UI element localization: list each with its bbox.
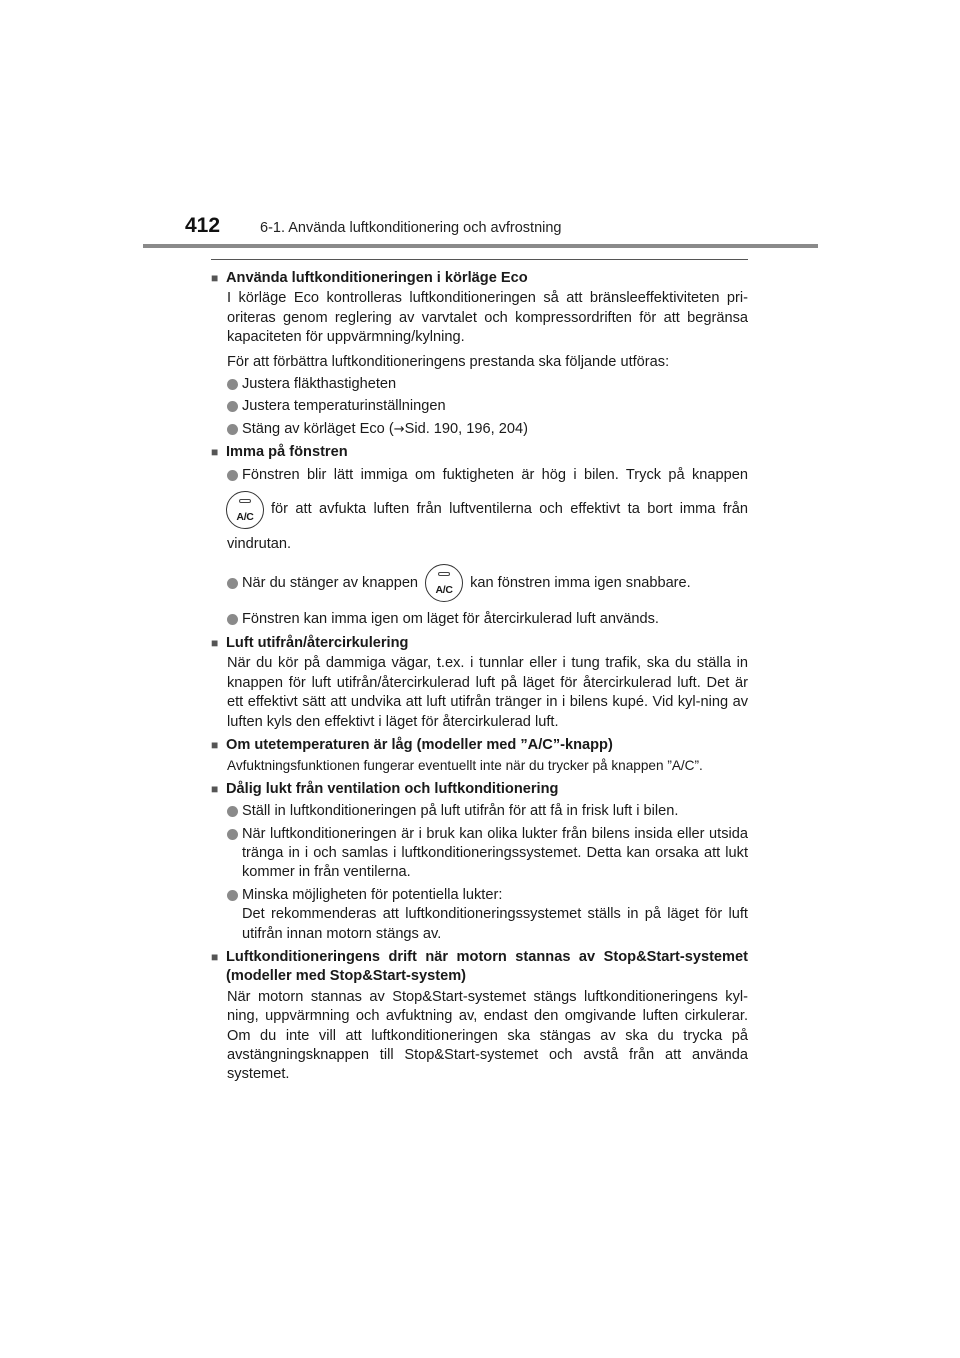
list-item: Stäng av körläget Eco (→Sid. 190, 196, 204): [211, 420, 748, 439]
section-heading-recirc: ■ Luft utifrån/återcirkulering: [211, 634, 748, 653]
section-heading-fog: ■ Imma på fönstren: [211, 443, 748, 462]
recirc-paragraph: När du kör på dammiga vägar, t.ex. i tunnlar eller i tung trafik, ska du ställa in knappen för luft utifrån/återcirkulerad luft på läget för återcirkulerad luft. Det är ett effektivt sätt att undvika att luft utifrån tränger in i bilens kupé. Vid kyl-ning av luften kyls den effektivt i läget för återcirkulerad luft.: [227, 655, 748, 730]
indicator-light-icon: [239, 499, 251, 503]
list-item: Justera temperaturinställningen: [211, 397, 748, 416]
header-divider: [143, 244, 818, 248]
round-bullet-icon: [227, 401, 238, 412]
square-bullet-icon: ■: [211, 635, 219, 650]
round-bullet-icon: [227, 470, 238, 481]
section-heading-stop-start: ■ Luftkonditioneringens drift när motorn stannas av Stop&Start-systemet (modeller med Stop&Start-system): [211, 948, 748, 987]
section-heading-eco: ■ Använda luftkonditioneringen i körläge Eco: [211, 269, 748, 288]
list-item: Fönstren kan imma igen om läget för återcirkulerad luft används.: [211, 610, 748, 629]
list-item: Fönstren blir lätt immiga om fuktigheten är hög i bilen. Tryck på knappen: [211, 466, 748, 485]
round-bullet-icon: [227, 829, 238, 840]
list-item: Minska möjligheten för potentiella lukter: Det rekommenderas att luftkonditioneringssystemet ställs in på läget för luft utifrån innan motorn stängs av.: [211, 886, 748, 944]
round-bullet-icon: [227, 578, 238, 589]
eco-paragraph-1: I körläge Eco kontrolleras luftkonditioneringen så att bränsleeffektiviteten pri-oriteras genom reglering av varvtalet och kompressordriften för att begränsa kapaciteten för uppvärmning/kylning.: [227, 290, 748, 346]
fog-line-3: vindrutan.: [227, 536, 292, 553]
square-bullet-icon: ■: [211, 781, 219, 796]
square-bullet-icon: ■: [211, 271, 219, 285]
page-header: [0, 0, 960, 250]
manual-content: [211, 265, 748, 1085]
arrow-right-icon: →: [393, 421, 405, 437]
square-bullet-icon: ■: [211, 445, 219, 460]
list-item: När du stänger av knappen A/C kan fönstren imma igen snabbare.: [211, 564, 748, 602]
ac-button-icon: A/C: [425, 564, 463, 602]
low-temp-paragraph: Avfuktningsfunktionen fungerar eventuellt inte när du trycker på knappen ”A/C”.: [227, 758, 703, 774]
ac-button-icon: A/C: [226, 491, 264, 529]
list-item: När luftkonditioneringen är i bruk kan olika lukter från bilens insida eller utsida tränga in i och samlas i luftkonditioneringssystemet. Detta kan orsaka att lukt kommer in från ventilerna.: [211, 825, 748, 883]
eco-paragraph-2: För att förbättra luftkonditioneringens prestanda ska följande utföras:: [227, 353, 670, 370]
page-number: 412: [185, 214, 221, 237]
chapter-title: 6-1. Använda luftkonditionering och avfrostning: [260, 220, 562, 236]
content-divider: [211, 259, 748, 260]
round-bullet-icon: [227, 806, 238, 817]
section-heading-smell: ■ Dålig lukt från ventilation och luftkonditionering: [211, 780, 748, 799]
round-bullet-icon: [227, 379, 238, 390]
list-item: Justera fläkthastigheten: [211, 375, 748, 394]
square-bullet-icon: ■: [211, 949, 219, 964]
page-reference-link[interactable]: Sid. 190, 196, 204): [404, 420, 528, 437]
indicator-light-icon: [438, 572, 450, 576]
ac-instruction-line: A/C för att avfukta luften från luftventilerna och effektivt ta bort imma från: [211, 491, 748, 529]
round-bullet-icon: [227, 424, 238, 435]
stop-start-paragraph: När motorn stannas av Stop&Start-systemet stängs luftkonditioneringens kyl-ning, uppvärmning och avfuktning av, endast den omgivande luften cirkulerar. Om du inte vill att luftkonditioneringen ska stängas av ska du trycka på avstängningsknappen till Stop&Start-systemet och avstå från att använda systemet.: [227, 988, 748, 1083]
square-bullet-icon: ■: [211, 737, 219, 752]
list-item: Ställ in luftkonditioneringen på luft utifrån för att få in frisk luft i bilen.: [211, 802, 748, 821]
round-bullet-icon: [227, 614, 238, 625]
section-heading-low-temp: ■ Om utetemperaturen är låg (modeller med ”A/C”-knapp): [211, 736, 748, 755]
round-bullet-icon: [227, 890, 238, 901]
